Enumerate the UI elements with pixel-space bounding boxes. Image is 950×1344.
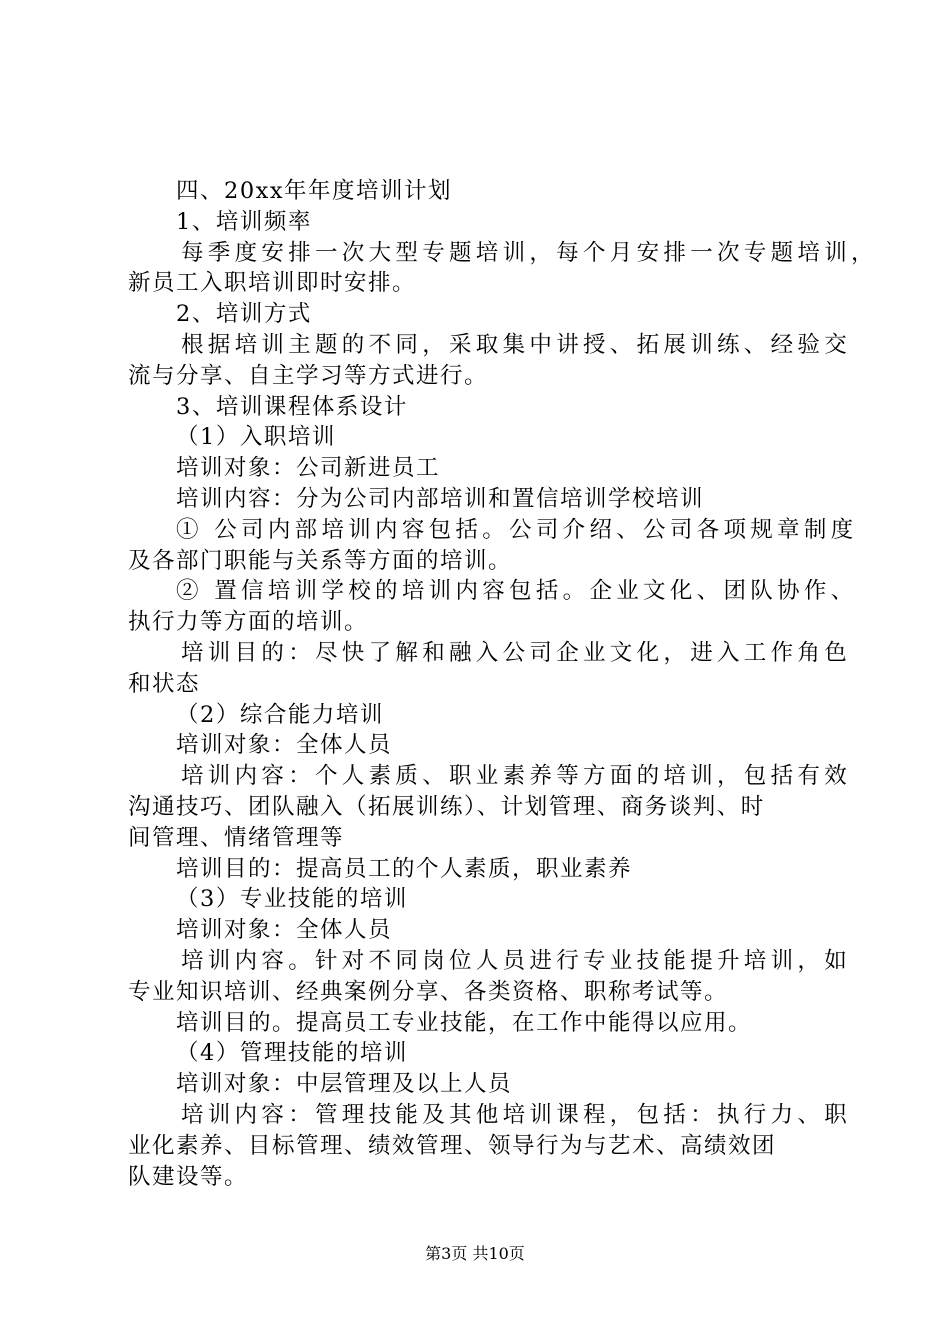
text-line: （4）管理技能的培训 xyxy=(176,1040,408,1067)
text-line: 1、培训频率 xyxy=(176,208,312,235)
text-line: 专业知识培训、经典案例分享、各类资格、职称考试等。 xyxy=(128,978,729,1005)
text-line: （1）入职培训 xyxy=(176,424,336,451)
text-line: 3、培训课程体系设计 xyxy=(176,393,408,420)
text-line: 及各部门职能与关系等方面的培训。 xyxy=(128,547,513,574)
text-line: ② 置信培训学校的培训内容包括。企业文化、团队协作、 xyxy=(176,578,858,605)
text-line: 2、培训方式 xyxy=(176,301,312,328)
page-number-label: 第3页 共10页 xyxy=(425,1244,525,1263)
text-line: 培训对象：公司新进员工 xyxy=(176,455,441,482)
text-line: 每季度安排一次大型专题培训，每个月安排一次专题培训， xyxy=(181,239,878,266)
text-line: 培训内容。针对不同岗位人员进行专业技能提升培训，如 xyxy=(181,947,852,974)
text-line: （3）专业技能的培训 xyxy=(176,886,408,913)
text-line: 业化素养、目标管理、绩效管理、领导行为与艺术、高绩效团 xyxy=(128,1132,777,1159)
document-body xyxy=(128,176,878,1192)
text-line: 四、20xx年年度培训计划 xyxy=(176,178,453,204)
text-line: 培训目的：提高员工的个人素质，职业素养 xyxy=(176,855,633,882)
text-line: 新员工入职培训即时安排。 xyxy=(128,270,417,297)
text-line: 根据培训主题的不同，采取集中讲授、拓展训练、经验交 xyxy=(181,331,852,358)
text-line: 队建设等。 xyxy=(128,1163,249,1190)
text-line: 培训内容：分为公司内部培训和置信培训学校培训 xyxy=(176,485,705,512)
text-line: 流与分享、自主学习等方式进行。 xyxy=(128,362,489,389)
text-line: 和状态 xyxy=(128,670,201,697)
text-line: （2）综合能力培训 xyxy=(176,701,384,728)
text-line: ① 公司内部培训内容包括。公司介绍、公司各项规章制度 xyxy=(176,516,858,543)
text-line: 培训对象：全体人员 xyxy=(176,732,393,759)
text-line: 间管理、情绪管理等 xyxy=(128,824,345,851)
text-line: 培训对象：全体人员 xyxy=(176,917,393,944)
text-line: 培训内容：管理技能及其他培训课程，包括：执行力、职 xyxy=(181,1101,852,1128)
text-line: 培训对象：中层管理及以上人员 xyxy=(176,1071,513,1098)
text-line: 培训内容：个人素质、职业素养等方面的培训，包括有效 xyxy=(181,763,852,790)
text-line: 培训目的。提高员工专业技能，在工作中能得以应用。 xyxy=(176,1009,753,1036)
text-line: 执行力等方面的培训。 xyxy=(128,609,369,636)
text-line: 沟通技巧、团队融入（拓展训练）、计划管理、商务谈判、时 xyxy=(128,793,765,820)
text-line: 培训目的：尽快了解和融入公司企业文化，进入工作角色 xyxy=(181,639,852,666)
page-footer xyxy=(0,1244,950,1264)
